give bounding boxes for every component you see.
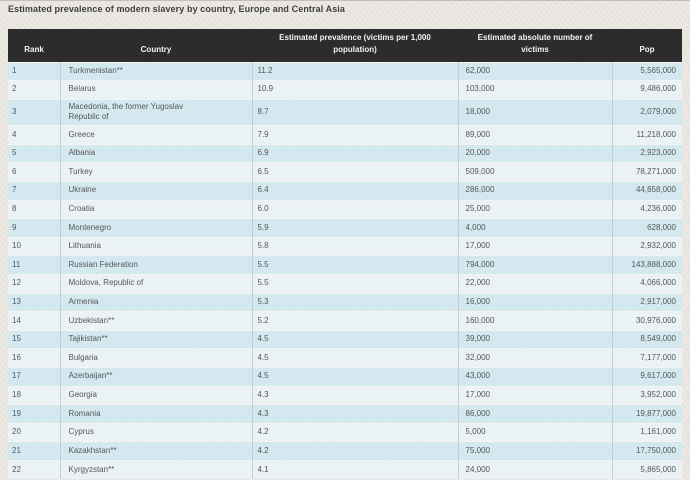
table-row [8,256,682,275]
cell-prevalence: 6.5 [252,163,458,182]
cell-country: Kazakhstan** [60,442,252,461]
cell-victims: 5,000 [458,423,612,442]
cell-population: 4,236,000 [612,200,682,219]
cell-rank: 11 [12,259,21,269]
column-header-country: Country [60,29,252,62]
cell-victims: 4,000 [458,219,612,238]
cell-rank: 16 [12,352,21,362]
cell-country: Uzbekistan** [60,312,252,331]
cell-victims: 20,000 [458,144,612,163]
cell-victims: 89,000 [458,126,612,145]
table-row [8,200,682,219]
cell-prevalence: 7.9 [252,126,458,145]
table-header-row [8,29,682,62]
table-row [8,62,682,81]
cell-population: 4,066,000 [612,275,682,294]
table-row [8,219,682,238]
cell-victims: 509,000 [458,163,612,182]
cell-population: 30,976,000 [612,312,682,331]
table-row [8,275,682,294]
cell-population: 3,952,000 [612,386,682,405]
cell-rank: 22 [12,464,21,474]
cell-country: Bulgaria [60,349,252,368]
prevalence-table [8,29,682,479]
cell-rank: 15 [12,334,21,344]
cell-population: 11,218,000 [612,126,682,145]
cell-population: 2,917,000 [612,293,682,312]
cell-country: Romania [60,405,252,424]
cell-rank: 14 [12,315,21,325]
table-row [8,182,682,201]
cell-victims: 103,000 [458,81,612,100]
table-row [8,386,682,405]
cell-rank: 21 [12,445,21,455]
cell-country: Belarus [60,81,252,100]
cell-prevalence: 5.2 [252,312,458,331]
cell-population: 44,658,000 [612,182,682,201]
cell-victims: 39,000 [458,330,612,349]
table-row [8,163,682,182]
cell-population: 7,177,000 [612,349,682,368]
cell-rank: 8 [12,204,17,214]
page-title: Estimated prevalence of modern slavery by country, Europe and Central Asia [8,4,346,14]
cell-prevalence: 8.7 [252,99,458,126]
cell-prevalence: 6.9 [252,144,458,163]
cell-rank: 12 [12,278,21,288]
table-row [8,99,682,126]
cell-population: 2,932,000 [612,237,682,256]
cell-victims: 75,000 [458,442,612,461]
table-row [8,293,682,312]
cell-rank: 6 [12,166,17,176]
cell-country: Tajikistan** [60,330,252,349]
cell-prevalence: 4.3 [252,386,458,405]
cell-rank: 19 [12,408,21,418]
cell-rank: 4 [12,129,17,139]
cell-rank: 20 [12,427,21,437]
cell-rank: 9 [12,222,17,232]
cell-rank: 3 [12,107,17,117]
column-header-prevalence: Estimated prevalence (victims per 1,000 population) [252,29,458,62]
table-row [8,423,682,442]
cell-rank: 7 [12,185,17,195]
cell-population: 17,750,000 [612,442,682,461]
cell-rank: 13 [12,297,21,307]
column-header-rank: Rank [8,29,60,62]
cell-population: 5,865,000 [612,460,682,479]
table-row [8,368,682,387]
cell-victims: 18,000 [458,99,612,126]
cell-country: Cyprus [60,423,252,442]
cell-population: 78,271,000 [612,163,682,182]
cell-prevalence: 4.5 [252,349,458,368]
cell-population: 2,079,000 [612,99,682,126]
cell-victims: 22,000 [458,275,612,294]
table-row [8,405,682,424]
cell-rank: 5 [12,148,17,158]
cell-country: Montenegro [60,219,252,238]
cell-population: 9,617,000 [612,368,682,387]
cell-prevalence: 5.9 [252,219,458,238]
table-row [8,442,682,461]
cell-victims: 32,000 [458,349,612,368]
table-row [8,81,682,100]
column-header-victims: Estimated absolute number of victims [458,29,612,62]
cell-population: 143,888,000 [612,256,682,275]
cell-prevalence: 4.3 [252,405,458,424]
cell-victims: 794,000 [458,256,612,275]
cell-victims: 62,000 [458,62,612,81]
cell-country: Kyrgyzstan** [60,460,252,479]
cell-victims: 16,000 [458,293,612,312]
cell-prevalence: 11.2 [252,62,458,81]
cell-country: Azerbaijan** [60,368,252,387]
table-row [8,126,682,145]
cell-rank: 18 [12,389,21,399]
table-row [8,237,682,256]
cell-victims: 24,000 [458,460,612,479]
cell-victims: 25,000 [458,200,612,219]
cell-prevalence: 5.3 [252,293,458,312]
cell-prevalence: 10.9 [252,81,458,100]
cell-country: Ukraine [60,182,252,201]
table-row [8,460,682,479]
cell-victims: 286,000 [458,182,612,201]
cell-country: Turkmenistan** [60,62,252,81]
cell-prevalence: 6.0 [252,200,458,219]
table-body [8,62,682,479]
cell-population: 9,486,000 [612,81,682,100]
cell-prevalence: 4.1 [252,460,458,479]
cell-country: Turkey [60,163,252,182]
cell-country: Georgia [60,386,252,405]
cell-victims: 43,000 [458,368,612,387]
cell-victims: 17,000 [458,386,612,405]
cell-victims: 17,000 [458,237,612,256]
cell-prevalence: 4.2 [252,423,458,442]
cell-prevalence: 5.8 [252,237,458,256]
cell-country: Croatia [60,200,252,219]
cell-population: 8,549,000 [612,330,682,349]
cell-prevalence: 4.5 [252,368,458,387]
table-row [8,349,682,368]
cell-country: Albania [60,144,252,163]
cell-rank: 10 [12,241,21,251]
cell-rank: 17 [12,371,21,381]
table-row [8,144,682,163]
cell-country: Moldova, Republic of [60,275,252,294]
cell-prevalence: 4.5 [252,330,458,349]
cell-population: 1,161,000 [612,423,682,442]
cell-prevalence: 5.5 [252,275,458,294]
cell-rank: 2 [12,84,17,94]
cell-population: 2,923,000 [612,144,682,163]
cell-country: Macedonia, the former Yugoslav Republic of [60,99,252,126]
cell-country: Lithuania [60,237,252,256]
cell-victims: 160,000 [458,312,612,331]
table-row [8,330,682,349]
cell-victims: 86,000 [458,405,612,424]
cell-prevalence: 5.5 [252,256,458,275]
cell-population: 5,565,000 [612,62,682,81]
cell-population: 19,877,000 [612,405,682,424]
column-header-pop: Pop [612,29,682,62]
cell-rank: 1 [12,65,17,75]
cell-population: 628,000 [612,219,682,238]
cell-prevalence: 6.4 [252,182,458,201]
cell-country: Russian Federation [60,256,252,275]
cell-country: Greece [60,126,252,145]
table-row [8,312,682,331]
cell-prevalence: 4.2 [252,442,458,461]
cell-country: Armenia [60,293,252,312]
